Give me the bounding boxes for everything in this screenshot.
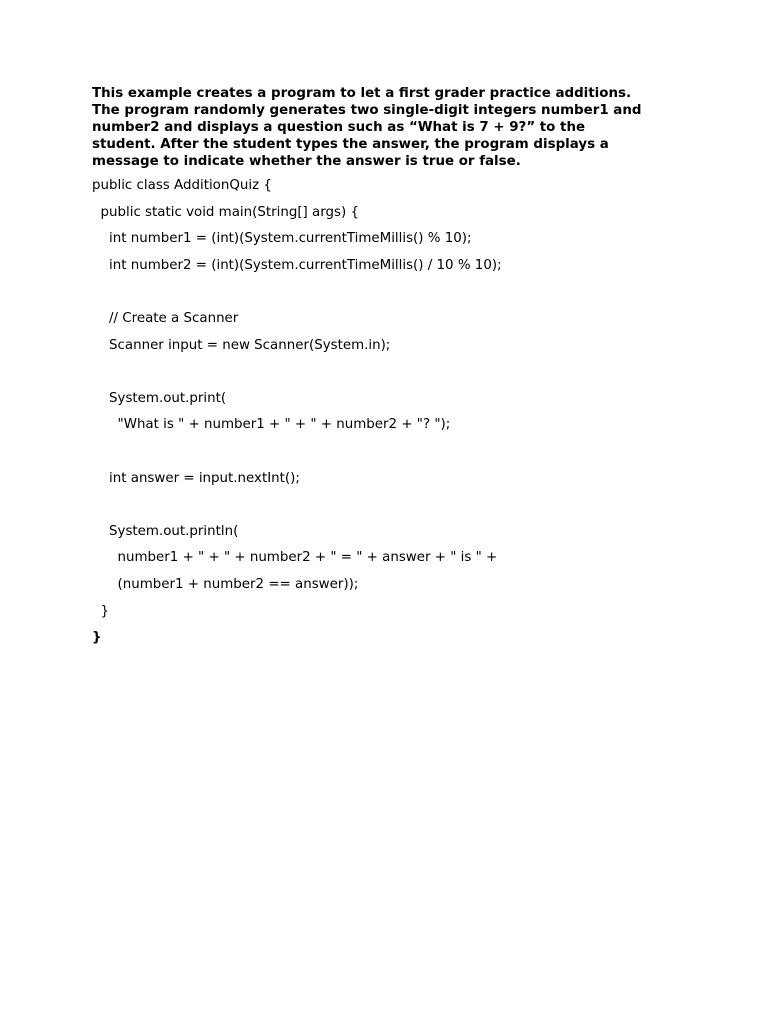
code-line: int number1 = (int)(System.currentTimeMillis() % 10); (92, 231, 472, 247)
code-line: int number2 = (int)(System.currentTimeMillis() / 10 % 10); (92, 257, 502, 273)
code-line: Scanner input = new Scanner(System.in); (92, 337, 391, 353)
code-line: System.out.println( (92, 523, 239, 539)
intro-line: number2 and displays a question such as “What is 7 + 9?” to the (92, 120, 586, 135)
code-line (92, 495, 732, 522)
code-line: public static void main(String[] args) { (92, 204, 359, 220)
code-line (92, 282, 732, 309)
code-line: (number1 + number2 == answer)); (92, 576, 359, 592)
intro-line: The program randomly generates two single-digit integers number1 and (92, 103, 642, 118)
code-line: public class AdditionQuiz { (92, 178, 272, 193)
code-line (92, 362, 732, 389)
code-line: } (92, 630, 102, 646)
intro-line: student. After the student types the answer, the program displays a (92, 137, 609, 152)
code-line: int answer = input.nextInt(); (92, 470, 300, 486)
code-line: "What is " + number1 + " + " + number2 + "? "); (92, 417, 451, 433)
code-line: System.out.print( (92, 390, 227, 406)
code-line (92, 442, 732, 469)
code-line: } (92, 603, 110, 619)
intro-line: message to indicate whether the answer is true or false. (92, 154, 521, 169)
intro-line: This example creates a program to let a first grader practice additions. (92, 86, 632, 101)
code-line: // Create a Scanner (92, 310, 239, 326)
code-line: number1 + " + " + number2 + " = " + answer + " is " + (92, 550, 498, 566)
intro-paragraph (92, 85, 692, 170)
code-listing (92, 176, 732, 655)
